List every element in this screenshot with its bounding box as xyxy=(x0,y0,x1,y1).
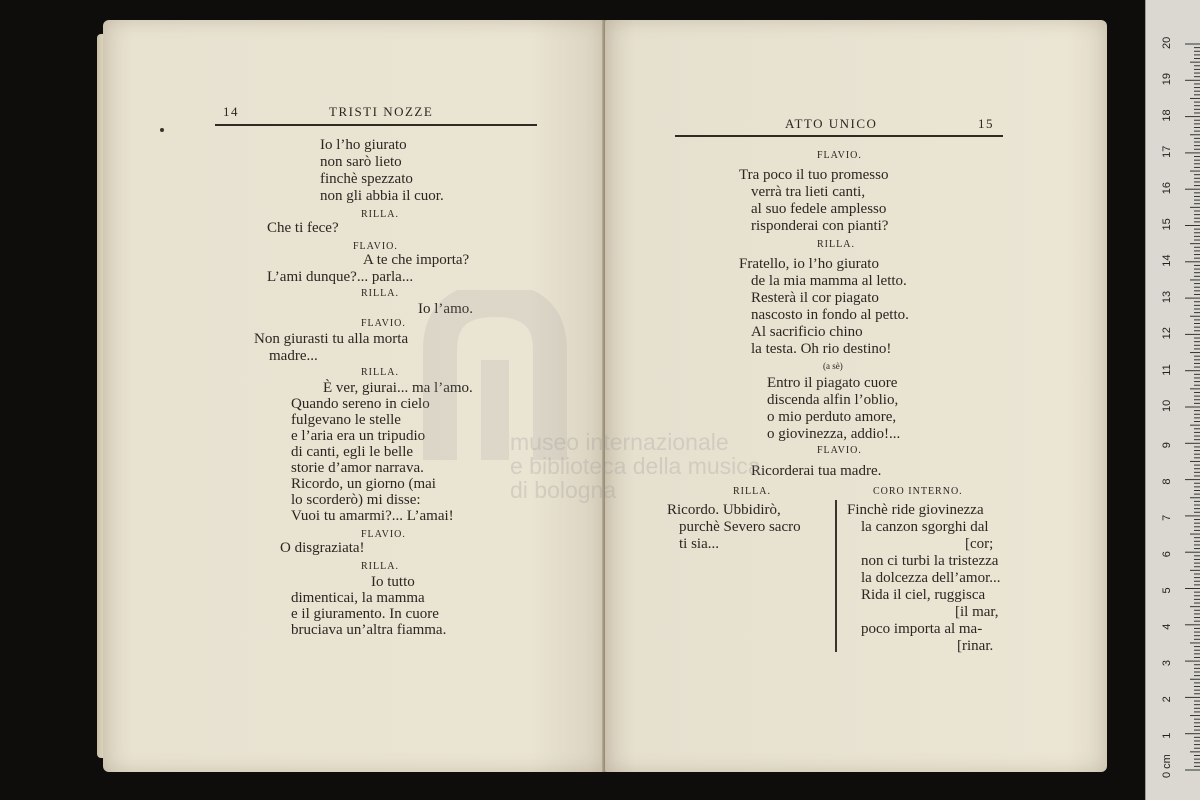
book-spread xyxy=(97,20,1111,774)
verse-line: È ver, giurai... ma l’amo. xyxy=(323,380,473,396)
verse-line: madre... xyxy=(269,348,318,364)
verse-line: discenda alfin l’oblio, xyxy=(767,392,899,408)
verse-line: la testa. Oh rio destino! xyxy=(751,341,892,357)
verse-line: lo scorderò) mi disse: xyxy=(291,492,421,508)
speaker-label: FLAVIO. xyxy=(361,529,406,540)
ruler-number: 7 xyxy=(1161,514,1173,521)
verse-line: [rinar. xyxy=(957,638,994,654)
ruler-number: 3 xyxy=(1161,659,1173,667)
verse-line: finchè spezzato xyxy=(320,171,413,187)
ruler-number: 16 xyxy=(1161,181,1173,195)
measuring-ruler xyxy=(1145,0,1200,800)
verse-line: non ci turbi la tristezza xyxy=(861,553,999,569)
verse-line: Finchè ride giovinezza xyxy=(847,502,984,518)
speaker-label: FLAVIO. xyxy=(353,241,398,252)
verse-line: poco importa al ma- xyxy=(861,621,983,637)
verse-line: verrà tra lieti canti, xyxy=(751,184,866,200)
speaker-label: RILLA. xyxy=(361,367,399,378)
watermark-line: e biblioteca della musica xyxy=(510,453,761,479)
verse-line: Ricorderai tua madre. xyxy=(751,463,882,479)
left-header-rule xyxy=(215,124,537,126)
right-header-rule xyxy=(675,135,1003,137)
speaker-label: RILLA. xyxy=(361,288,399,299)
verse-line: o giovinezza, addio!... xyxy=(767,426,901,442)
verse-line: Ricordo. Ubbidirò, xyxy=(667,502,781,518)
ruler-number: 8 xyxy=(1161,478,1173,485)
left-page-number: 14 xyxy=(223,104,239,119)
verse-line: Entro il piagato cuore xyxy=(767,375,898,391)
ruler-scale xyxy=(1146,0,1200,800)
column-divider xyxy=(835,500,837,652)
verse-line: Fratello, io l’ho giurato xyxy=(739,256,879,272)
verse-line: risponderai con pianti? xyxy=(751,218,889,234)
verse-line: bruciava un’altra fiamma. xyxy=(291,622,447,638)
ruler-number: 11 xyxy=(1161,364,1173,376)
page-blemish xyxy=(160,128,164,132)
watermark-line: museo internazionale xyxy=(510,429,729,455)
verse-line: o mio perduto amore, xyxy=(767,409,897,425)
verse-line: Vuoi tu amarmi?... L’amai! xyxy=(291,508,454,524)
verse-line: non sarò lieto xyxy=(320,154,402,170)
verse-line: Io l’amo. xyxy=(418,301,473,317)
right-running-head: ATTO UNICO xyxy=(785,116,878,131)
right-page-number: 15 xyxy=(978,116,994,131)
verse-line: Io l’ho giurato xyxy=(320,137,407,153)
verse-line: e l’aria era un tripudio xyxy=(291,428,426,444)
verse-line: nascosto in fondo al petto. xyxy=(751,307,909,323)
speaker-label: FLAVIO. xyxy=(817,445,862,456)
verse-line: [il mar, xyxy=(955,604,999,620)
verse-line: Io tutto xyxy=(371,574,415,590)
verse-line: Ricordo, un giorno (mai xyxy=(291,476,436,492)
ruler-unit-label: 0 cm xyxy=(1161,754,1173,778)
ruler-number: 4 xyxy=(1161,623,1173,630)
ruler-number: 10 xyxy=(1161,399,1173,412)
speaker-label: FLAVIO. xyxy=(361,318,406,329)
verse-line: di canti, egli le belle xyxy=(291,444,414,460)
verse-line: Che ti fece? xyxy=(267,220,339,236)
verse-line: Al sacrificio chino xyxy=(751,324,863,340)
verse-line: storie d’amor narrava. xyxy=(291,460,424,476)
verse-line: L’ami dunque?... parla... xyxy=(267,269,414,285)
verse-line: Tra poco il tuo promesso xyxy=(739,167,889,183)
verse-line: e il giuramento. In cuore xyxy=(291,606,439,622)
speaker-label: RILLA. xyxy=(361,209,399,220)
watermark-line: di bologna xyxy=(510,477,617,503)
ruler-number: 1 xyxy=(1161,732,1173,739)
ruler-number: 6 xyxy=(1161,551,1173,558)
verse-line: Non giurasti tu alla morta xyxy=(254,331,409,347)
left-running-head: TRISTI NOZZE xyxy=(329,104,434,119)
ruler-number: 18 xyxy=(1161,109,1173,122)
ruler-number: 9 xyxy=(1161,442,1173,449)
ruler-number: 2 xyxy=(1161,696,1173,703)
verse-line: non gli abbia il cuor. xyxy=(320,188,444,204)
verse-line: Resterà il cor piagato xyxy=(751,290,879,306)
verse-line: Quando sereno in cielo xyxy=(291,396,430,412)
ruler-number: 20 xyxy=(1161,36,1173,49)
speaker-label: RILLA. xyxy=(817,239,855,250)
verse-line: de la mia mamma al letto. xyxy=(751,273,907,289)
speaker-label: FLAVIO. xyxy=(817,150,862,161)
ruler-number: 19 xyxy=(1161,73,1173,86)
verse-line: fulgevano le stelle xyxy=(291,412,401,428)
speaker-label: CORO INTERNO. xyxy=(873,486,963,497)
verse-line: la dolcezza dell’amor... xyxy=(861,570,1001,586)
speaker-label: RILLA. xyxy=(361,561,399,572)
stage-direction: (a sè) xyxy=(823,361,843,371)
ruler-number: 13 xyxy=(1161,290,1173,304)
verse-line: purchè Severo sacro xyxy=(679,519,801,535)
ruler-number: 12 xyxy=(1161,327,1173,340)
ruler-number: 15 xyxy=(1161,218,1173,231)
verse-line: al suo fedele amplesso xyxy=(751,201,887,217)
verse-line: A te che importa? xyxy=(363,252,470,268)
right-page xyxy=(605,20,1107,772)
verse-line: dimenticai, la mamma xyxy=(291,590,425,606)
verse-line: O disgraziata! xyxy=(280,540,365,556)
verse-line: Rida il ciel, ruggisca xyxy=(861,587,986,603)
ruler-number: 14 xyxy=(1161,254,1173,267)
ruler-number: 5 xyxy=(1161,587,1173,594)
verse-line: ti sia... xyxy=(679,536,719,552)
ruler-number: 17 xyxy=(1161,145,1173,158)
speaker-label: RILLA. xyxy=(733,486,771,497)
verse-line: la canzon sgorghi dal xyxy=(861,519,989,535)
verse-line: [cor; xyxy=(965,536,994,552)
